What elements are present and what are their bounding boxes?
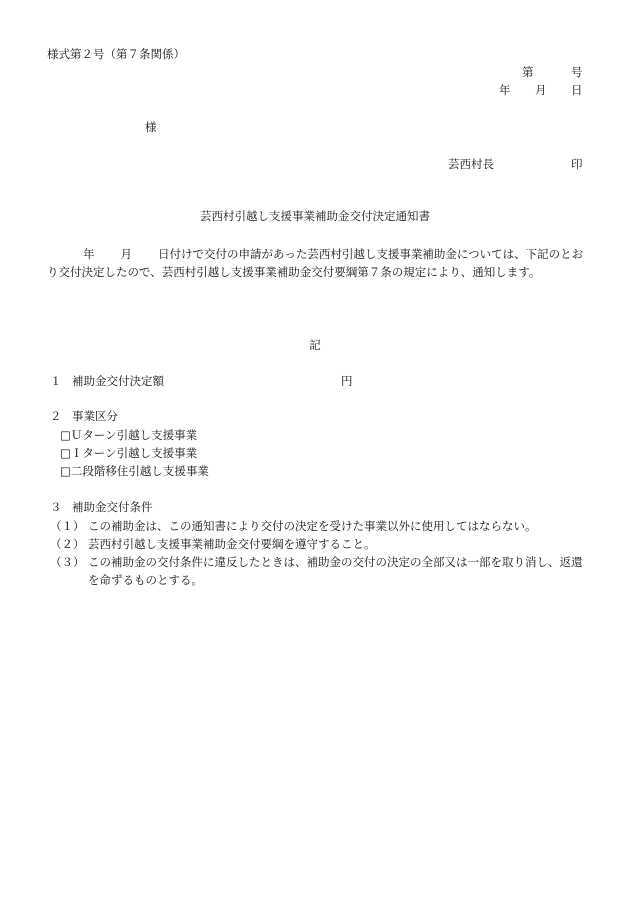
- date-year: 年: [499, 83, 511, 97]
- body-month: 月: [120, 247, 132, 261]
- condition-1-text: この補助金は、この通知書により交付の決定を受けた事業以外に使用してはならない。: [88, 519, 537, 533]
- ki-heading: 記: [309, 338, 321, 352]
- option-u-turn: □Ｕターン引越し支援事業: [60, 428, 198, 442]
- condition-1-number: （１）: [50, 519, 85, 533]
- section2-label: 事業区分: [72, 409, 118, 423]
- number-go: 号: [571, 65, 583, 79]
- section3-number: ３: [50, 500, 62, 514]
- number-dai: 第: [522, 65, 534, 79]
- section1-unit: 円: [341, 374, 353, 388]
- form-label: 様式第２号（第７条関係）: [47, 47, 185, 61]
- condition-2-text: 芸西村引越し支援事業補助金交付要綱を遵守すること。: [88, 537, 376, 551]
- section1-number: １: [50, 374, 62, 388]
- condition-2-number: （２）: [50, 537, 85, 551]
- section3-label: 補助金交付条件: [72, 500, 153, 514]
- issuer-title: 芸西村長: [448, 157, 494, 171]
- issuer-seal: 印: [571, 157, 583, 171]
- option-i-turn: □Ｉターン引越し支援事業: [60, 446, 198, 460]
- condition-3-text: この補助金の交付条件に違反したときは、補助金の交付の決定の全部又は一部を取り消し、返還を命ずるものとする。: [88, 555, 583, 587]
- section1-label: 補助金交付決定額: [72, 374, 164, 388]
- date-month: 月: [535, 83, 547, 97]
- date-day: 日: [571, 83, 583, 97]
- condition-3-number: （３）: [50, 555, 85, 569]
- body-paragraph: [47, 245, 587, 281]
- option-two-stage: □二段階移住引越し支援事業: [60, 464, 209, 478]
- body-text: 日付けで交付の申請があった芸西村引越し支援事業補助金については、下記のとおり交付決定したので、芸西村引越し支援事業補助金交付要綱第７条の規定により、通知します。: [47, 247, 584, 279]
- body-year: 年: [83, 247, 95, 261]
- section2-number: ２: [50, 409, 62, 423]
- document-title: 芸西村引越し支援事業補助金交付決定通知書: [200, 209, 430, 223]
- addressee-sama: 様: [145, 120, 157, 134]
